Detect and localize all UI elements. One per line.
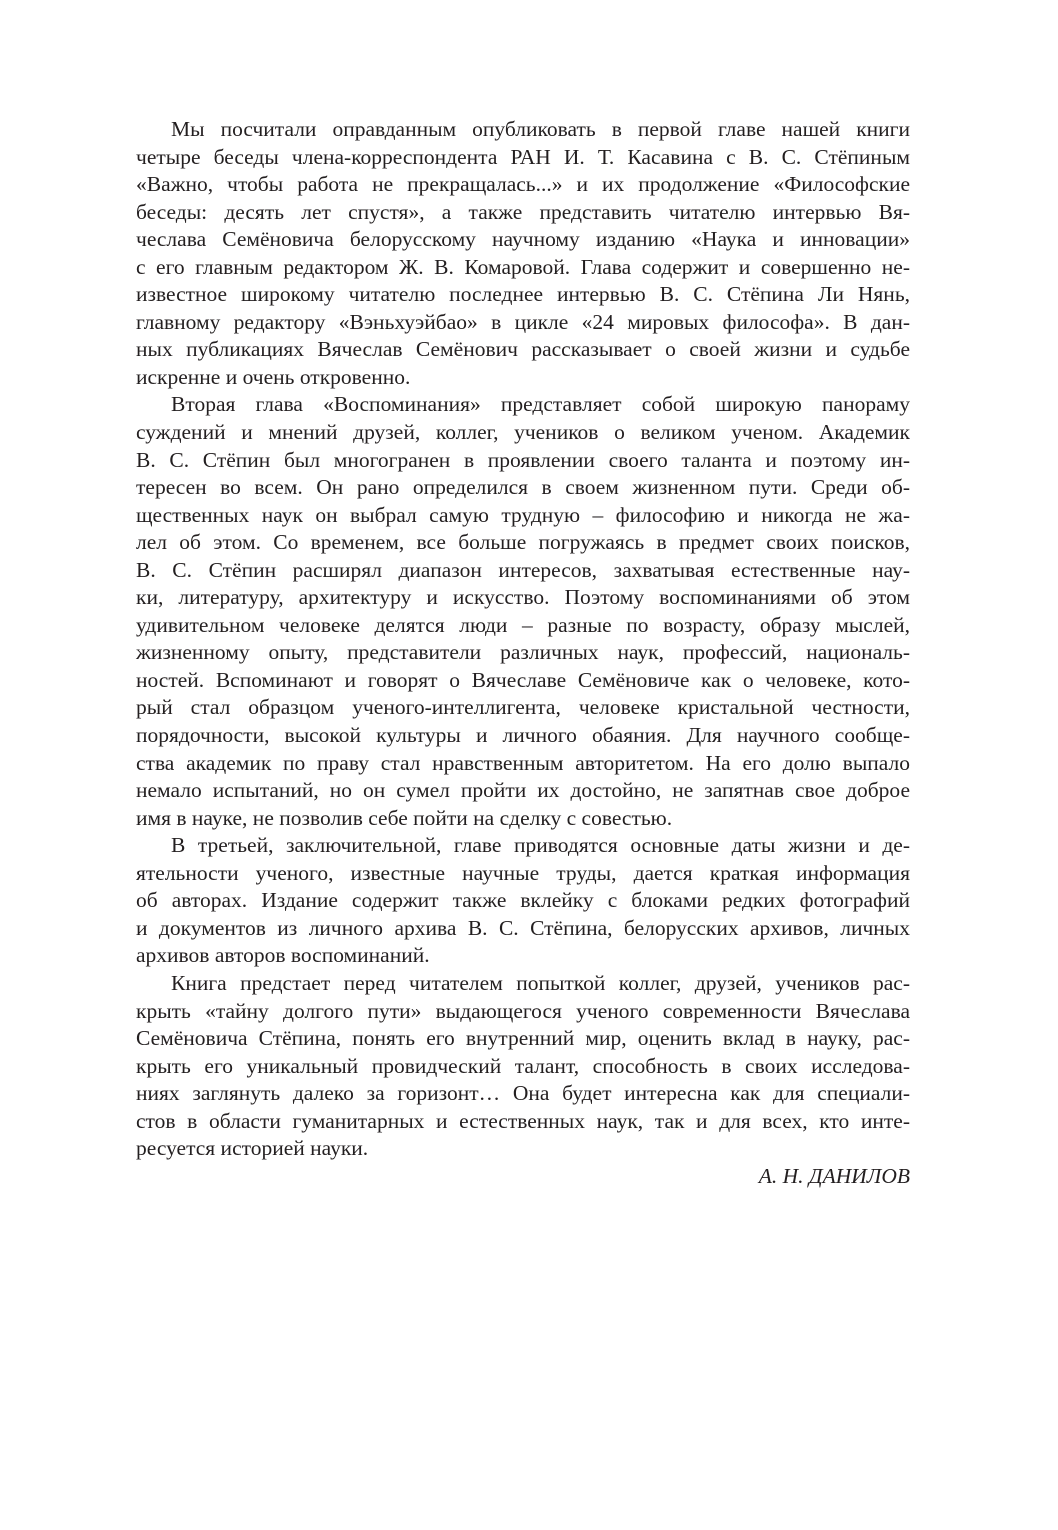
text-line: чеслава Семёновича белорусскому научному изданию «Наука и инновации» — [136, 227, 910, 252]
text-line: крыть его уникальный провидческий талант, способность в своих исследова- — [136, 1053, 910, 1078]
text-line: рый стал образцом ученого-интеллигента, человеке кристальной честности, — [136, 695, 910, 720]
text-line: Книга предстает перед читателем попыткой коллег, друзей, учеников рас- — [171, 970, 910, 995]
text-line: порядочности, высокой культуры и личного обаяния. Для научного сообще- — [136, 723, 910, 748]
paragraph-4 — [136, 970, 910, 1163]
text-line: ниях заглянуть далеко за горизонт… Она будет интересна как для специали- — [136, 1081, 910, 1106]
text-line: имя в науке, не позволив себе пойти на сделку с совестью. — [136, 805, 673, 830]
text-line: об авторах. Издание содержит также вклейку с блоками редких фотографий — [136, 888, 910, 913]
text-line: стов в области гуманитарных и естественных наук, так и для всех, кто инте- — [136, 1108, 910, 1133]
text-line: четыре беседы члена-корреспондента РАН И. Т. Касавина с В. С. Стёпиным — [136, 144, 910, 169]
text-line: известное широкому читателю последнее интервью В. С. Стёпина Ли Нянь, — [136, 282, 910, 307]
text-line: ки, литературу, архитектуру и искусство. Поэтому воспоминаниями об этом — [136, 585, 910, 610]
text-line: беседы: десять лет спустя», а также представить читателю интервью Вя- — [136, 199, 910, 224]
paragraph-2 — [136, 391, 910, 832]
text-line: В. С. Стёпин был многогранен в проявлении своего таланта и поэтому ин- — [136, 447, 910, 472]
text-line: ностей. Вспоминают и говорят о Вячеславе Семёновиче как о человеке, кото- — [136, 667, 910, 692]
text-line: лел об этом. Со временем, все больше погружаясь в предмет своих поисков, — [136, 530, 910, 555]
body-text — [136, 116, 910, 1190]
text-line: щественных наук он выбрал самую трудную – философию и никогда не жа- — [136, 502, 910, 527]
text-line: немало испытаний, но он сумел пройти их достойно, не запятнав свое доброе — [136, 778, 910, 803]
text-line: удивительном человеке делятся люди – разные по возрасту, образу мыслей, — [136, 612, 910, 637]
text-line: В. С. Стёпин расширял диапазон интересов, захватывая естественные нау- — [136, 557, 910, 582]
text-line: ятельности ученого, известные научные труды, дается краткая информация — [136, 860, 910, 885]
text-line: искренне и очень откровенно. — [136, 364, 411, 389]
paragraph-3 — [136, 832, 910, 970]
author-signature: А. Н. ДАНИЛОВ — [758, 1163, 910, 1188]
text-line: архивов авторов воспоминаний. — [136, 943, 430, 968]
text-line: Вторая глава «Воспоминания» представляет собой широкую панораму — [171, 392, 910, 417]
text-line: ства академик по праву стал нравственным авторитетом. На его долю выпало — [136, 750, 910, 775]
text-line: Мы посчитали оправданным опубликовать в первой главе нашей книги — [171, 117, 910, 141]
text-line: ресуется историей науки. — [136, 1136, 369, 1161]
text-line: с его главным редактором Ж. В. Комаровой. Глава содержит и совершенно не- — [136, 254, 910, 279]
text-line: и документов из личного архива В. С. Стёпина, белорусских архивов, личных — [136, 915, 910, 940]
text-line: жизненному опыту, представители различных наук, профессий, националь- — [136, 640, 910, 665]
text-line: тересен во всем. Он рано определился в своем жизненном пути. Среди об- — [136, 475, 910, 500]
text-line: «Важно, чтобы работа не прекращалась...» и их продолжение «Философские — [136, 172, 910, 197]
paragraph-1 — [136, 116, 910, 391]
text-line: ных публикациях Вячеслав Семёнович рассказывает о своей жизни и судьбе — [136, 337, 910, 362]
text-line: главному редактору «Вэньхуэйбао» в цикле «24 мировых философа». В дан- — [136, 309, 910, 334]
text-line: крыть «тайну долгого пути» выдающегося ученого современности Вячеслава — [136, 998, 910, 1023]
text-line: суждений и мнений друзей, коллег, учеников о великом ученом. Академик — [136, 420, 910, 445]
text-line: Семёновича Стёпина, понять его внутренний мир, оценить вклад в науку, рас- — [136, 1026, 910, 1051]
text-line: В третьей, заключительной, главе приводятся основные даты жизни и де- — [171, 833, 910, 858]
